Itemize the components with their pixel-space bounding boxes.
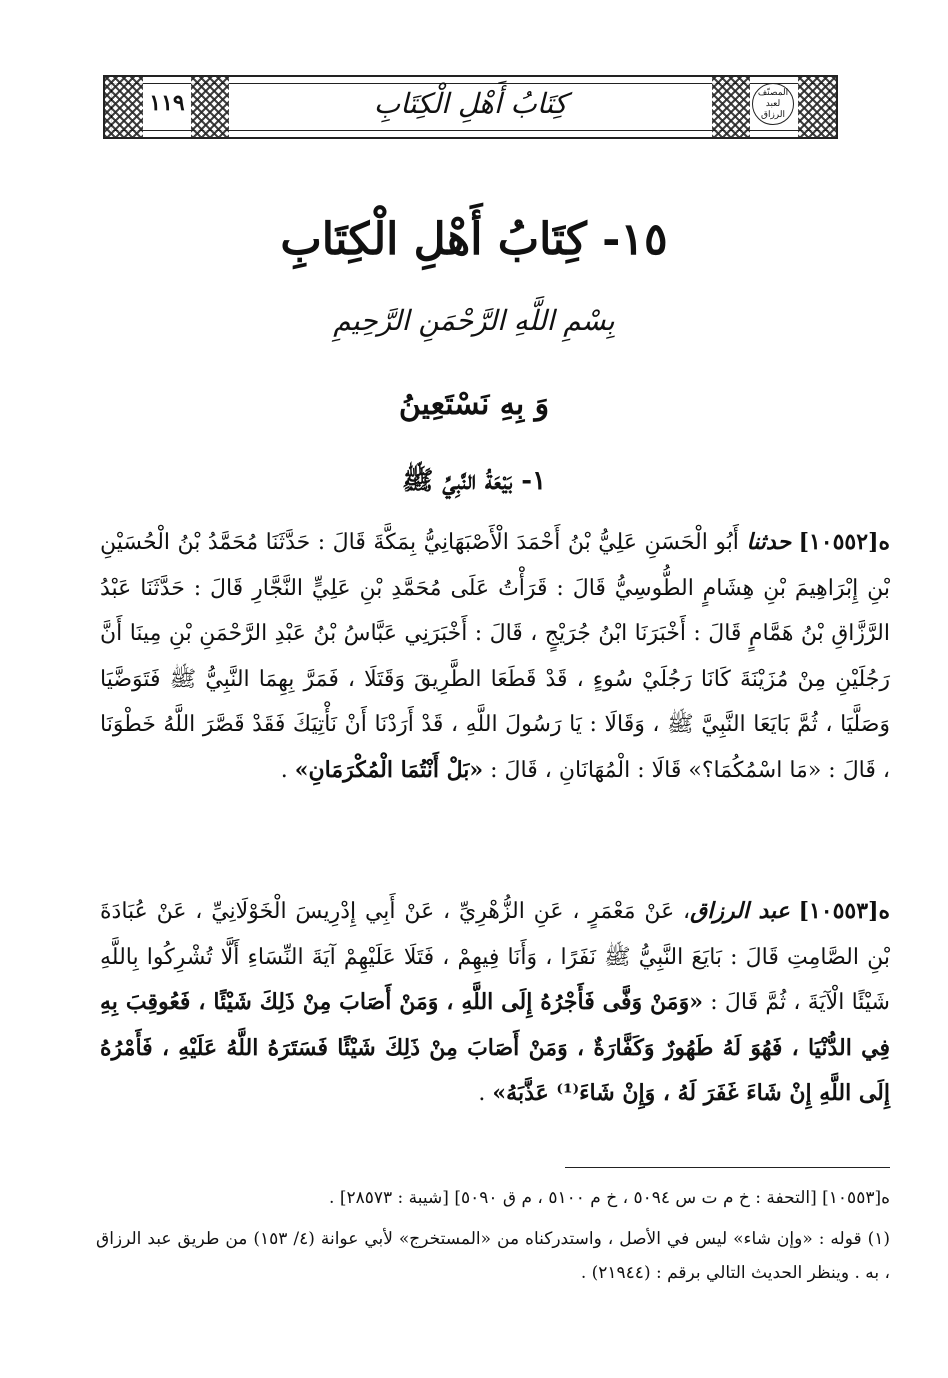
- running-title: كِتَابُ أَهْلِ الْكِتَابِ: [373, 86, 568, 120]
- hadith-number: ه[١٠٥٥٢]: [798, 529, 891, 555]
- page-number: ١١٩: [149, 90, 185, 116]
- basmala: بِسْمِ اللَّهِ الرَّحْمَنِ الرَّحِيمِ: [333, 304, 615, 337]
- footnote-divider: [565, 1167, 890, 1168]
- hadith-number: ه[١٠٥٥٣]: [798, 898, 891, 924]
- hadith-end: .: [478, 1081, 486, 1106]
- hadith-narrator: حدثنا: [746, 529, 792, 555]
- hadith-narrator: عبد الرزاق: [690, 898, 790, 924]
- series-logo: [752, 83, 794, 125]
- header-ornament: [712, 77, 750, 137]
- hadith-text: قَالَا : الْمُهَانَانِ ، قَالَ :: [490, 757, 682, 783]
- hadith-text: أَبُو الْحَسَنِ عَلِيُّ بْنُ أَحْمَدَ الْأَصْبَهَانِيُّ بِمَكَّةَ قَالَ : حَدَّثَنَا مُحَمَّدُ بْنُ الْحُسَيْنِ بْنِ إِبْرَاهِيمَ بْنِ هِشَامٍ الطُّوسِيُّ قَالَ : قَرَأْتُ عَلَى مُحَمَّدِ بْنِ عَلِيٍّ النَّجَّارِ قَالَ : حَدَّثَنَا عَبْدُ الرَّزَّاقِ بْنُ هَمَّامٍ قَالَ : أَخْبَرَنَا ابْنُ جُرَيْجٍ ، قَالَ : أَخْبَرَنِي عَبَّاسُ بْنُ عَبْدِ الرَّحْمَنِ بْنِ مِينَا أَنَّ رَجُلَيْنِ مِنْ مُزَيْنَةَ كَانَا رَجُلَيْ سُوءٍ ، قَدْ قَطَعَا الطَّرِيقَ وَقَتَلَا ، فَمَرَّ بِهِمَا النَّبِيُّ ﷺ فَتَوَضَّيَا وَصَلَّيَا ، ثُمَّ بَايَعَا النَّبِيَّ ﷺ ، وَقَالَا : يَا رَسُولَ اللَّهِ ، قَدْ أَرَدْنَا أَنْ نَأْتِيَكَ فَقَدْ قَصَّرَ اللَّهُ خَطْوَنَا ، قَالَ :: [100, 530, 890, 783]
- book-title: ١٥- كِتَابُ أَهْلِ الْكِتَابِ: [280, 214, 668, 265]
- hadith-quote: «بَلْ أَنْتُمَا الْمُكْرَمَانِ»: [294, 756, 484, 783]
- hadith-quote: «مَا اسْمُكُمَا؟»: [688, 757, 822, 783]
- hadith-end: .: [280, 757, 288, 783]
- hadith-paragraph: [100, 889, 890, 1117]
- chapter-heading: ١- بَيْعَةُ النَّبِيِّ ﷺ: [401, 466, 547, 496]
- header-ornament: [191, 77, 229, 137]
- series-logo-line: لعبد الرزاق: [760, 98, 786, 120]
- invocation: وَ بِهِ نَسْتَعِينُ: [398, 387, 550, 422]
- hadith-quote: «وَمَنْ وَفَّى فَأَجْرُهُ إِلَى اللَّهِ ، وَمَنْ أَصَابَ مِنْ ذَلِكَ شَيْئًا ، فَعُوقِبَ بِهِ فِي الدُّنْيَا ، فَهُوَ لَهُ طَهُورٌ وَكَفَّارَةٌ ، وَمَنْ أَصَابَ مِنْ ذَلِكَ شَيْئًا فَسَتَرَهُ اللَّهُ عَلَيْهِ ، فَأَمْرُهُ إِلَى اللَّهِ إِنْ شَاءَ غَفَرَ لَهُ ، وَإِنْ شَاءَ⁽¹⁾ عَذَّبَهُ»: [100, 989, 890, 1106]
- hadith-text: ، عَنْ مَعْمَرٍ ، عَنِ الزُّهْرِيِّ ، عَنْ أَبِي إِدْرِيسَ الْخَوْلَانِيِّ ، عَنْ عُبَادَةَ بْنِ الصَّامِتِ قَالَ : بَايَعَ النَّبِيُّ ﷺ نَفَرًا ، وَأَنَا فِيهِمْ ، فَتَلَا عَلَيْهِمْ آيَةَ النِّسَاءِ أَلَّا تُشْرِكُوا بِاللَّهِ شَيْئًا الْآيَةَ ، ثُمَّ قَالَ :: [100, 899, 890, 1015]
- page-header: [103, 75, 838, 139]
- header-ornament: [798, 77, 836, 137]
- header-ornament: [105, 77, 143, 137]
- hadith-paragraph: [100, 520, 890, 793]
- footnote: (١) قوله : «وإن شاء» ليس في الأصل ، واستدركناه من «المستخرج» لأبي عوانة (٤/ ١٥٣) من طريق عبد الرزاق ، به . وينظر الحديث التالي برقم : (٢١٩٤٤) .: [96, 1229, 890, 1283]
- footnote-reference: ه[١٠٥٥٣] [التحفة : خ م ت س ٥٠٩٤ ، خ م ٥١٠٠ ، م ق ٥٠٩٠] [شيبة : ٢٨٥٧٣] .: [329, 1188, 890, 1208]
- series-logo-line: المصنّف: [757, 87, 789, 98]
